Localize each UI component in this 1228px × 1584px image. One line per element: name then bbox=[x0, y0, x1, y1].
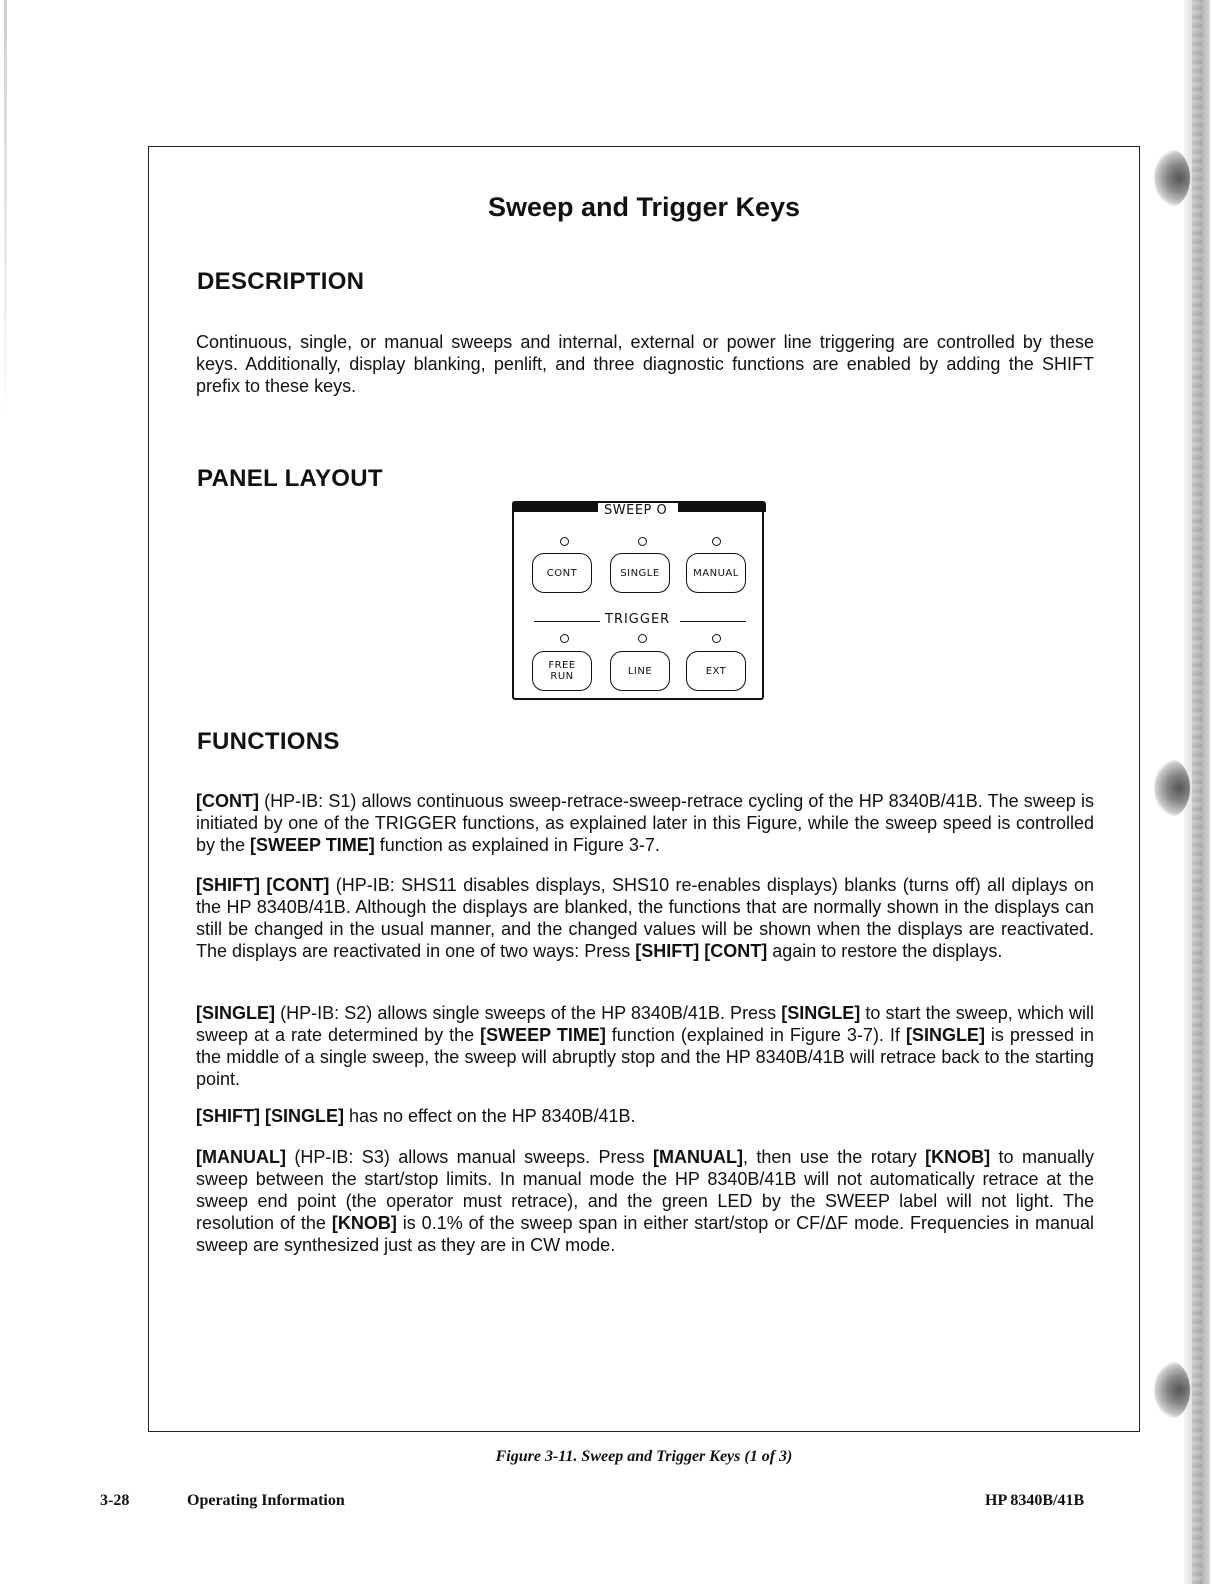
single-text-2: to start the sweep, which will sweep at a rate determined by the bbox=[196, 1003, 1094, 1045]
footer-section-name: Operating Information bbox=[187, 1492, 345, 1509]
knob-key-ref: [KNOB] bbox=[925, 1147, 991, 1167]
ext-led-icon bbox=[712, 634, 721, 643]
cont-key[interactable]: CONT bbox=[532, 553, 592, 593]
panel-layout-diagram bbox=[512, 501, 764, 700]
single-text-4: is pressed in the middle of a single sweep, the sweep will abruptly stop and the HP 8340B/41B will retrace back to the starting point. bbox=[196, 1025, 1094, 1089]
cont-led-icon bbox=[560, 537, 569, 546]
single-key-ref-2: [SINGLE] bbox=[781, 1003, 861, 1023]
footer-model: HP 8340B/41B bbox=[985, 1492, 1085, 1509]
section-heading-description: DESCRIPTION bbox=[197, 268, 365, 295]
manual-text-3: to manually sweep between the start/stop limits. In manual mode the HP 8340B/41B will not automatically retrace at the sweep end point (the operator must retrace), and the green LED by the SWEEP label will not light. The resolution of the bbox=[196, 1147, 1094, 1233]
footer-page-number: 3-28 bbox=[100, 1492, 130, 1509]
line-key[interactable]: LINE bbox=[610, 651, 670, 691]
manual-key[interactable]: MANUAL bbox=[686, 553, 746, 593]
function-single-paragraph bbox=[196, 1002, 1094, 1090]
shift-cont-text-2: again to restore the displays. bbox=[767, 941, 1003, 961]
section-heading-panel-layout: PANEL LAYOUT bbox=[197, 465, 383, 492]
function-shift-single-paragraph bbox=[196, 1105, 1094, 1127]
section-heading-functions: FUNCTIONS bbox=[197, 728, 340, 755]
sweep-label: SWEEP O bbox=[604, 503, 668, 518]
function-cont-paragraph bbox=[196, 790, 1094, 856]
trigger-label: TRIGGER bbox=[605, 612, 671, 627]
function-manual-paragraph bbox=[196, 1146, 1094, 1256]
single-key[interactable]: SINGLE bbox=[610, 553, 670, 593]
manual-key-ref: [MANUAL] bbox=[196, 1147, 286, 1167]
cont-text-2: function as explained in Figure 3-7. bbox=[374, 835, 660, 855]
free-run-led-icon bbox=[560, 634, 569, 643]
single-text-3: function (explained in Figure 3-7). If bbox=[605, 1025, 906, 1045]
free-run-key[interactable]: FREE RUN bbox=[532, 651, 592, 691]
binder-hole-icon bbox=[1154, 760, 1190, 816]
shift-single-text: has no effect on the HP 8340B/41B. bbox=[343, 1106, 636, 1126]
shift-cont-key-ref: [SHIFT] [CONT] bbox=[196, 875, 330, 895]
single-text: (HP-IB: S2) allows single sweeps of the HP 8340B/41B. Press bbox=[275, 1003, 782, 1023]
trigger-rule-left bbox=[534, 621, 600, 622]
manual-key-ref-2: [MANUAL] bbox=[652, 1147, 743, 1167]
single-led-icon bbox=[638, 537, 647, 546]
ext-key[interactable]: EXT bbox=[686, 651, 746, 691]
figure-caption: Figure 3-11. Sweep and Trigger Keys (1 of 3) bbox=[495, 1448, 793, 1465]
shift-cont-key-ref-2: [SHIFT] [CONT] bbox=[635, 941, 768, 961]
binder-hole-icon bbox=[1154, 150, 1190, 206]
scan-edge-left bbox=[4, 0, 7, 420]
binder-hole-icon bbox=[1154, 1362, 1190, 1418]
cont-text: (HP-IB: S1) allows continuous sweep-retrace-sweep-retrace cycling of the HP 8340B/41B. The sweep is initiated by one of the TRIGGER functions, as explained later in this Figure, while the sweep speed is controlled by the bbox=[196, 791, 1094, 855]
shift-single-key-ref: [SHIFT] [SINGLE] bbox=[196, 1106, 344, 1126]
manual-text-4: is 0.1% of the sweep span in either start/stop or CF/ΔF mode. Frequencies in manual sweep are synthesized just as they are in CW mode. bbox=[196, 1213, 1094, 1255]
sweep-time-key-ref: [SWEEP TIME] bbox=[250, 835, 375, 855]
manual-led-icon bbox=[712, 537, 721, 546]
trigger-rule-right bbox=[680, 621, 746, 622]
sweep-time-key-ref-2: [SWEEP TIME] bbox=[480, 1025, 606, 1045]
description-paragraph: Continuous, single, or manual sweeps and internal, external or power line triggering are controlled by these keys. Additionally, display blanking, penlift, and three diagnostic functions are enabled by adding the SHIFT prefix to these keys. bbox=[196, 332, 1094, 396]
single-key-ref: [SINGLE] bbox=[196, 1003, 275, 1023]
scan-edge-strip bbox=[1192, 0, 1202, 1584]
cont-key-ref: [CONT] bbox=[196, 791, 259, 811]
panel-bar-left bbox=[512, 501, 598, 512]
manual-text: (HP-IB: S3) allows manual sweeps. Press bbox=[285, 1147, 653, 1167]
shift-cont-text: (HP-IB: SHS11 disables displays, SHS10 re-enables displays) blanks (turns off) all diplays on the HP 8340B/41B. Although the displays are blanked, the functions that are normally shown in the displays can still be changed in the usual manner, and the changed values will be shown when the displays are reactivated. The displays are reactivated in one of two ways: Press bbox=[196, 875, 1094, 961]
page-title: Sweep and Trigger Keys bbox=[487, 192, 801, 222]
panel-bar-right bbox=[678, 501, 766, 512]
manual-text-2: , then use the rotary bbox=[742, 1147, 926, 1167]
function-shift-cont-paragraph bbox=[196, 874, 1094, 962]
line-led-icon bbox=[638, 634, 647, 643]
single-key-ref-3: [SINGLE] bbox=[905, 1025, 985, 1045]
knob-key-ref-2: [KNOB] bbox=[331, 1213, 397, 1233]
